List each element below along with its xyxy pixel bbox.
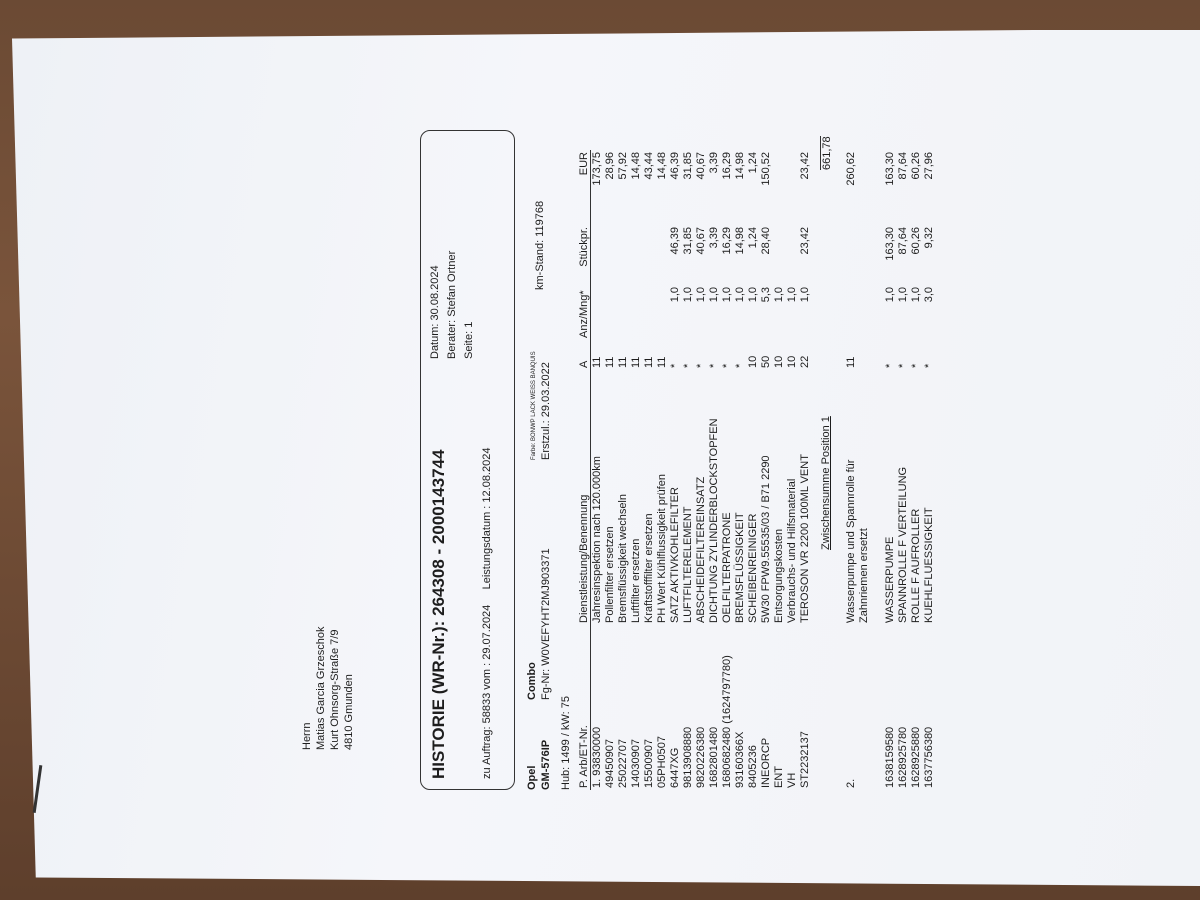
pos2-desc1: Wasserpumpe und Spannrolle für [845, 459, 857, 623]
table-cell: 5W30 FPW9.55535/03 / B71 2290 [760, 455, 772, 623]
table-row [773, 150, 786, 790]
table-cell: 1,0 [910, 287, 922, 303]
table-cell: 1,24 [747, 227, 759, 249]
table-cell: 163,30 [884, 227, 896, 261]
table-cell: * [884, 363, 896, 368]
col-artnr: P. Arb/ET-Nr. [578, 625, 591, 790]
customer-name: Matias Garcia Grzeschok [315, 626, 327, 750]
col-description: Dienstleistung/Benennung [578, 370, 591, 625]
table-cell: 16,29 [721, 152, 733, 180]
table-row [682, 150, 695, 790]
table-row [669, 150, 682, 790]
table-cell [617, 225, 630, 285]
table-cell: 46,39 [669, 227, 681, 255]
table-cell: 1,0 [669, 287, 681, 303]
table-cell: 1628925780 [897, 726, 909, 788]
table-cell: 11 [604, 356, 616, 368]
table-cell: * [734, 363, 746, 368]
header-meta [427, 251, 478, 359]
table-cell [591, 225, 605, 285]
table-cell: 1682801480 [708, 726, 720, 788]
table-cell: ABSCHEIDEFILTEREINSATZ [695, 476, 707, 623]
table-cell: * [721, 363, 733, 368]
table-cell: 11 [643, 356, 655, 368]
col-unit-price: Stückpr. [578, 225, 591, 285]
table-cell: 1,0 [773, 287, 785, 303]
table-cell: 10 [786, 355, 798, 368]
table-cell: 1,0 [799, 287, 811, 303]
line-items-table [578, 150, 812, 790]
pos2-desc2: Zahnriemen ersetzt [858, 528, 870, 623]
table-cell: 23,42 [799, 152, 811, 180]
table-cell: Bremsflüssigkeit wechseln [617, 494, 629, 623]
table-cell: * [897, 363, 909, 368]
table-cell: SCHEIBENREINIGER [747, 513, 759, 623]
table-row [643, 150, 656, 790]
table-cell: 60,26 [910, 227, 922, 255]
table-cell [591, 285, 605, 340]
table-cell: 14,98 [734, 152, 746, 180]
col-qty: Anz/Mng* [578, 285, 591, 340]
engine-info: Hub: 1499 / kW: 75 [560, 696, 572, 790]
table-cell: 25022707 [617, 739, 629, 788]
table-cell: 14030907 [630, 739, 642, 788]
table-cell: 93160366X [734, 731, 746, 788]
table-row [630, 150, 643, 790]
table-row [591, 150, 605, 790]
position-2-table [845, 150, 936, 790]
table-cell: 1,0 [747, 287, 759, 303]
table-cell: 11 [630, 356, 642, 368]
seite-value: 1 [463, 321, 475, 328]
table-cell: * [910, 363, 922, 368]
table-cell: 1. 93830000 [591, 726, 603, 788]
header-box [420, 130, 515, 790]
table-row [884, 150, 897, 790]
table-cell: Verbrauchs- und Hilfsmaterial [786, 478, 798, 623]
table-cell: WASSERPUMPE [884, 536, 896, 623]
table-cell: 46,39 [669, 152, 681, 180]
table-row [604, 150, 617, 790]
table-cell: 14,98 [734, 227, 746, 255]
table-cell: OELFILTERPATRONE [721, 512, 733, 623]
table-cell: Entsorgungskosten [773, 528, 785, 623]
table-cell: KUEHLFLUESSIGKEIT [923, 507, 935, 623]
km-stand: km-Stand: 119768 [534, 200, 546, 290]
table-cell: 1638159580 [884, 726, 896, 788]
table-cell [630, 285, 643, 340]
table-cell: 6447XG [669, 747, 681, 788]
table-row [695, 150, 708, 790]
table-cell: 1,0 [682, 287, 694, 303]
berater-value: Stefan Ortner [446, 250, 458, 317]
table-cell: 1,24 [747, 152, 759, 174]
vehicle-make: Opel [526, 765, 538, 790]
table-cell [643, 285, 656, 340]
table-cell: 11 [591, 356, 603, 368]
seite-label: Seite: [463, 330, 475, 359]
table-cell [773, 150, 786, 225]
table-cell: 40,67 [695, 227, 707, 255]
table-cell: * [923, 363, 935, 368]
table-cell: 87,64 [897, 227, 909, 255]
history-title: HISTORIE (WR-Nr.): 264308 - 2000143744 [429, 449, 448, 779]
table-cell: 10 [773, 355, 785, 368]
table-cell: 16,29 [721, 227, 733, 255]
col-a: A [578, 340, 591, 370]
table-cell: 50 [760, 355, 772, 368]
table-cell: * [695, 363, 707, 368]
table-cell [604, 225, 617, 285]
table-cell: Kraftstofffilter ersetzen [643, 513, 655, 623]
table-cell: 14,48 [630, 152, 642, 180]
table-cell: 1,0 [897, 287, 909, 303]
table-cell: 05PH0507 [656, 736, 668, 788]
table-cell [643, 225, 656, 285]
table-cell: 9820226380 [695, 726, 707, 788]
table-cell: 1,0 [734, 287, 746, 303]
col-eur: EUR [578, 150, 591, 225]
table-cell: 3,39 [708, 227, 720, 249]
table-cell: 28,96 [604, 152, 616, 180]
table-cell: 3,0 [923, 287, 935, 303]
table-cell: 9,32 [923, 227, 935, 249]
table-row [858, 150, 871, 790]
table-cell: 3,39 [708, 152, 720, 174]
table-row [734, 150, 747, 790]
table-cell [617, 285, 630, 340]
table-cell: 57,92 [617, 152, 629, 180]
table-cell: 150,52 [760, 152, 772, 186]
subtotal-value: 661,78 [821, 136, 833, 170]
table-cell: 1,0 [695, 287, 707, 303]
table-row [799, 150, 812, 790]
table-cell: 60,26 [910, 152, 922, 180]
table-cell: TEROSON VR 2200 100ML VENT [799, 454, 811, 623]
table-cell: 22 [799, 355, 811, 368]
table-cell [630, 225, 643, 285]
invoice-document [300, 80, 935, 790]
pos2-eur: 260,62 [845, 152, 857, 186]
table-cell: INEORCP [760, 737, 772, 788]
table-row [845, 150, 858, 790]
table-row [617, 150, 630, 790]
table-cell: 31,85 [682, 152, 694, 180]
service-date: Leistungsdatum : 12.08.2024 [481, 447, 493, 590]
table-cell [604, 285, 617, 340]
table-cell: 28,40 [760, 227, 772, 255]
table-cell: PH Wert Kühlflussigkeit prüfen [656, 474, 668, 623]
table-cell: VH [786, 772, 798, 788]
table-cell: Luftfilter ersetzen [630, 538, 642, 623]
order-line [481, 448, 493, 779]
table-cell: 87,64 [897, 152, 909, 180]
table-cell [786, 150, 799, 225]
table-cell: 8405236 [747, 745, 759, 788]
table-cell: 9813908880 [682, 726, 694, 788]
table-cell: * [669, 363, 681, 368]
table-cell: 1628925880 [910, 726, 922, 788]
table-cell [656, 285, 669, 340]
order-ref: zu Auftrag: 58833 vom : 29.07.2024 [481, 604, 493, 779]
datum-value: 30.08.2024 [429, 265, 441, 321]
table-cell: 173,75 [591, 152, 603, 186]
berater-label: Berater: [446, 319, 458, 359]
table-cell: 10 [747, 355, 759, 368]
table-cell: 31,85 [682, 227, 694, 255]
table-cell: DICHTUNG ZYLINDERBLOCKSTOPFEN [708, 418, 720, 623]
position-2 [845, 150, 936, 790]
subtotal-label: Zwischensumme Position 1 [820, 416, 832, 550]
table-cell: 15500907 [643, 739, 655, 788]
table-row [923, 150, 936, 790]
customer-address [300, 627, 356, 750]
table-cell: 14,48 [656, 152, 668, 180]
paint-color: Farbe: BONWP LACK WEISS BANQUIS [531, 351, 537, 460]
table-cell: BREMSFLÜSSIGKEIT [734, 512, 746, 623]
table-cell: 1,0 [786, 287, 798, 303]
table-cell: ROLLE F AUFROLLER [910, 508, 922, 623]
table-row [897, 150, 910, 790]
first-registration: Erstzul.: 29.03.2022 [540, 362, 552, 460]
datum-label: Datum: [429, 323, 441, 359]
table-cell: * [682, 363, 694, 368]
table-cell: 11 [656, 356, 668, 368]
table-cell: LUFTFILTERELEMENT [682, 506, 694, 623]
table-cell [656, 225, 669, 285]
table-cell: 43,44 [643, 152, 655, 180]
salutation: Herrn [301, 722, 313, 750]
table-cell: 1,0 [884, 287, 896, 303]
customer-city: 4810 Gmunden [343, 674, 355, 750]
table-cell: ST2232137 [799, 731, 811, 788]
table-row [760, 150, 773, 790]
table-cell: Pollenfilter ersetzen [604, 526, 616, 623]
table-cell: 11 [617, 356, 629, 368]
table-cell: SPANNROLLE F VERTEILUNG [897, 466, 909, 623]
table-cell: ENT [773, 766, 785, 788]
pos2-a: 11 [845, 356, 857, 368]
table-cell: 5,3 [760, 287, 772, 303]
vehicle-model: Combo [526, 662, 538, 700]
vehicle-fgnr: Fg-Nr: W0VEFYHT2MJ903371 [540, 548, 552, 700]
table-row [708, 150, 721, 790]
table-cell: 1680682480 (1624797780) [721, 655, 733, 788]
table-cell: Jahresinspektion nach 120.000km [591, 456, 603, 623]
table-row [786, 150, 799, 790]
pos2-number: 2. [845, 778, 857, 788]
table-cell: * [708, 363, 720, 368]
table-cell: 23,42 [799, 227, 811, 255]
table-cell: 163,30 [884, 152, 896, 186]
table-cell [786, 225, 799, 285]
table-cell: SATZ AKTIVKOHLEFILTER [669, 487, 681, 623]
table-cell [773, 225, 786, 285]
table-cell: 40,67 [695, 152, 707, 180]
table-header-row [578, 150, 591, 790]
table-cell: 1637756380 [923, 726, 935, 788]
vehicle-plate: GM-576IP [540, 739, 552, 790]
table-cell: 49450907 [604, 739, 616, 788]
table-row [910, 150, 923, 790]
table-cell: 27,96 [923, 152, 935, 180]
table-cell: 1,0 [721, 287, 733, 303]
table-cell: 1,0 [708, 287, 720, 303]
customer-street: Kurt Ohnsorg-Straße 7/9 [329, 629, 341, 750]
table-row [656, 150, 669, 790]
table-row [721, 150, 734, 790]
table-row [747, 150, 760, 790]
